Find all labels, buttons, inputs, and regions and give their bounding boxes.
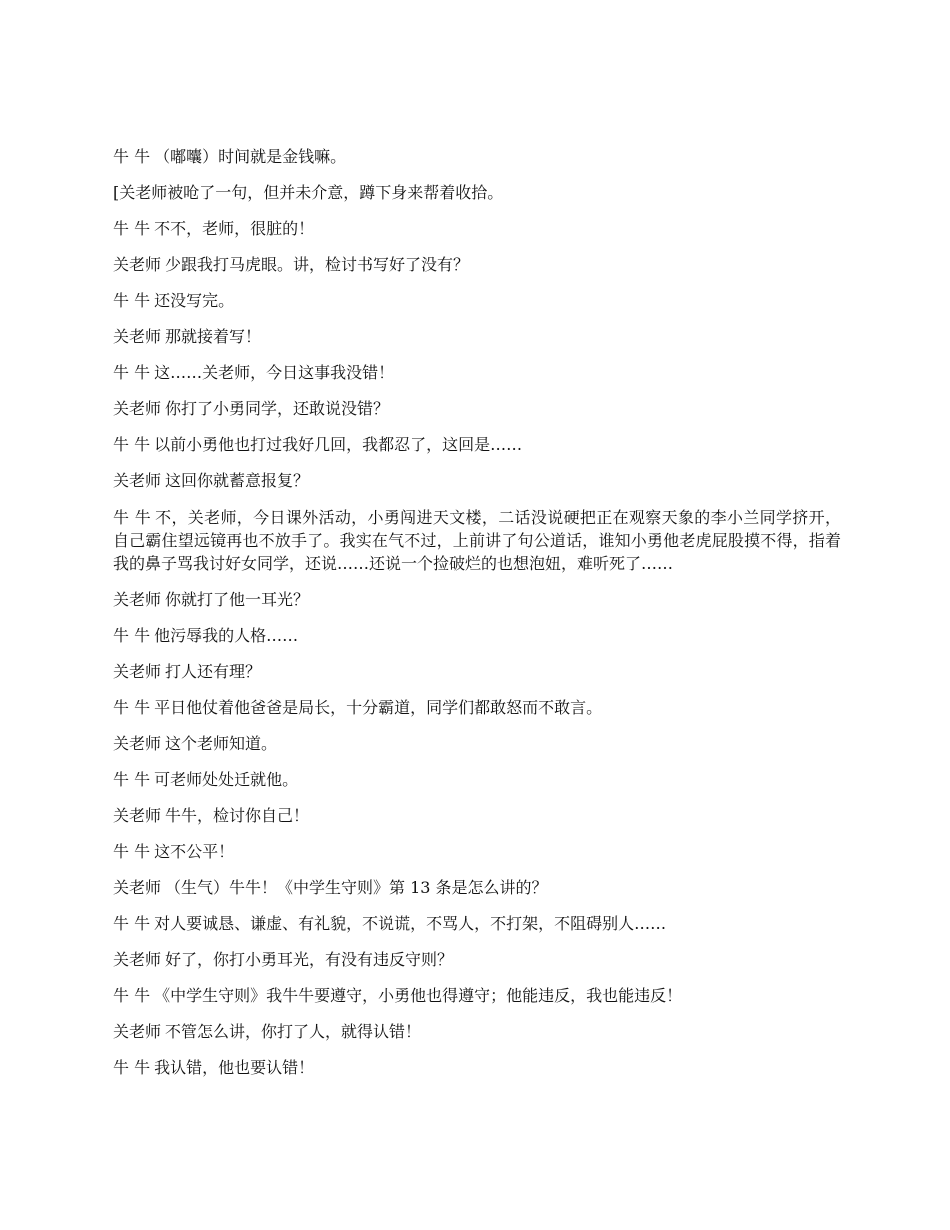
dialogue-line (113, 985, 841, 1006)
dialogue-line (113, 254, 841, 275)
dialogue-line (113, 661, 841, 682)
dialogue-text: 他污辱我的人格…… (154, 626, 299, 645)
dialogue-text: 对人要诚恳、谦虚、有礼貌，不说谎，不骂人，不打架，不阻碍别人…… (154, 914, 667, 933)
dialogue-text: （嘟囔）时间就是金钱嘛。 (154, 147, 347, 166)
speaker-name: 牛 牛 (113, 770, 151, 789)
dialogue-text: 那就接着写！ (165, 327, 262, 346)
dialogue-text: [关老师被呛了一句，但并未介意，蹲下身来帮着收拾。 (113, 183, 504, 202)
dialogue-line (113, 733, 841, 754)
speaker-name: 牛 牛 (113, 626, 151, 645)
dialogue-text: 不不，老师，很脏的！ (154, 219, 315, 238)
dialogue-line (113, 1021, 841, 1042)
speaker-name: 牛 牛 (113, 219, 151, 238)
speaker-name: 关老师 (113, 806, 162, 825)
dialogue-text: 牛牛，检讨你自己！ (165, 806, 310, 825)
dialogue-text: 你就打了他一耳光？ (165, 590, 310, 609)
dialogue-text: 好了，你打小勇耳光，有没有违反守则？ (165, 950, 454, 969)
dialogue-line (113, 949, 841, 970)
dialogue-line (113, 589, 841, 610)
dialogue-text: 《中学生守则》我牛牛要遵守，小勇他也得遵守；他能违反，我也能违反！ (154, 986, 683, 1005)
dialogue-text: 你打了小勇同学，还敢说没错？ (165, 399, 390, 418)
dialogue-line (113, 697, 841, 718)
dialogue-line (113, 1057, 841, 1078)
speaker-name: 关老师 (113, 255, 162, 274)
dialogue-text: 不管怎么讲，你打了人，就得认错！ (165, 1022, 422, 1041)
dialogue-text: 这个老师知道。 (165, 734, 278, 753)
dialogue-line (113, 913, 841, 934)
dialogue-line (113, 290, 841, 311)
speaker-name: 牛 牛 (113, 842, 151, 861)
dialogue-line (113, 506, 841, 575)
dialogue-line (113, 362, 841, 383)
dialogue-line (113, 877, 841, 898)
dialogue-text: 不，关老师，今日课外活动，小勇闯进天文楼，二话没说硬把正在观察天象的李小兰同学挤开，自己霸住望远镜再也不放手了。我实在气不过，上前讲了句公道话，谁知小勇他老虎屁股摸不得，指着我的鼻子骂我讨好女同学，还说……还说一个捡破烂的也想泡妞，难听死了…… (113, 508, 841, 573)
dialogue-text: 以前小勇他也打过我好几回，我都忍了，这回是…… (154, 435, 523, 454)
speaker-name: 关老师 (113, 662, 162, 681)
speaker-name: 关老师 (113, 399, 162, 418)
dialogue-text: 还没写完。 (154, 291, 235, 310)
dialogue-line (113, 434, 841, 455)
dialogue-line (113, 841, 841, 862)
speaker-name: 关老师 (113, 734, 162, 753)
dialogue-line (113, 470, 841, 491)
dialogue-text: 打人还有理？ (165, 662, 262, 681)
dialogue-text: 这回你就蓄意报复？ (165, 471, 310, 490)
speaker-name: 关老师 (113, 878, 162, 897)
dialogue-line (113, 218, 841, 239)
speaker-name: 牛 牛 (113, 291, 151, 310)
speaker-name: 关老师 (113, 471, 162, 490)
dialogue-text: 这……关老师，今日这事我没错！ (154, 363, 395, 382)
speaker-name: 牛 牛 (113, 914, 151, 933)
document-page (113, 146, 841, 1093)
speaker-name: 关老师 (113, 327, 162, 346)
dialogue-text: 可老师处处迁就他。 (154, 770, 299, 789)
dialogue-line (113, 805, 841, 826)
dialogue-text: 我认错，他也要认错！ (154, 1058, 315, 1077)
speaker-name: 牛 牛 (113, 698, 151, 717)
speaker-name: 牛 牛 (113, 986, 151, 1005)
speaker-name: 牛 牛 (113, 1058, 151, 1077)
dialogue-text: （生气）牛牛！《中学生守则》第 13 条是怎么讲的？ (165, 878, 548, 897)
dialogue-text: 这不公平！ (154, 842, 235, 861)
dialogue-line (113, 326, 841, 347)
speaker-name: 关老师 (113, 950, 162, 969)
speaker-name: 牛 牛 (113, 363, 151, 382)
dialogue-line (113, 398, 841, 419)
speaker-name: 牛 牛 (113, 435, 151, 454)
speaker-name: 关老师 (113, 590, 162, 609)
dialogue-text: 少跟我打马虎眼。讲，检讨书写好了没有？ (165, 255, 470, 274)
dialogue-text: 平日他仗着他爸爸是局长，十分霸道，同学们都敢怒而不敢言。 (154, 698, 603, 717)
dialogue-line (113, 625, 841, 646)
dialogue-line (113, 146, 841, 167)
speaker-name: 关老师 (113, 1022, 162, 1041)
stage-direction (113, 182, 841, 203)
speaker-name: 牛 牛 (113, 147, 151, 166)
dialogue-line (113, 769, 841, 790)
speaker-name: 牛 牛 (113, 508, 152, 527)
